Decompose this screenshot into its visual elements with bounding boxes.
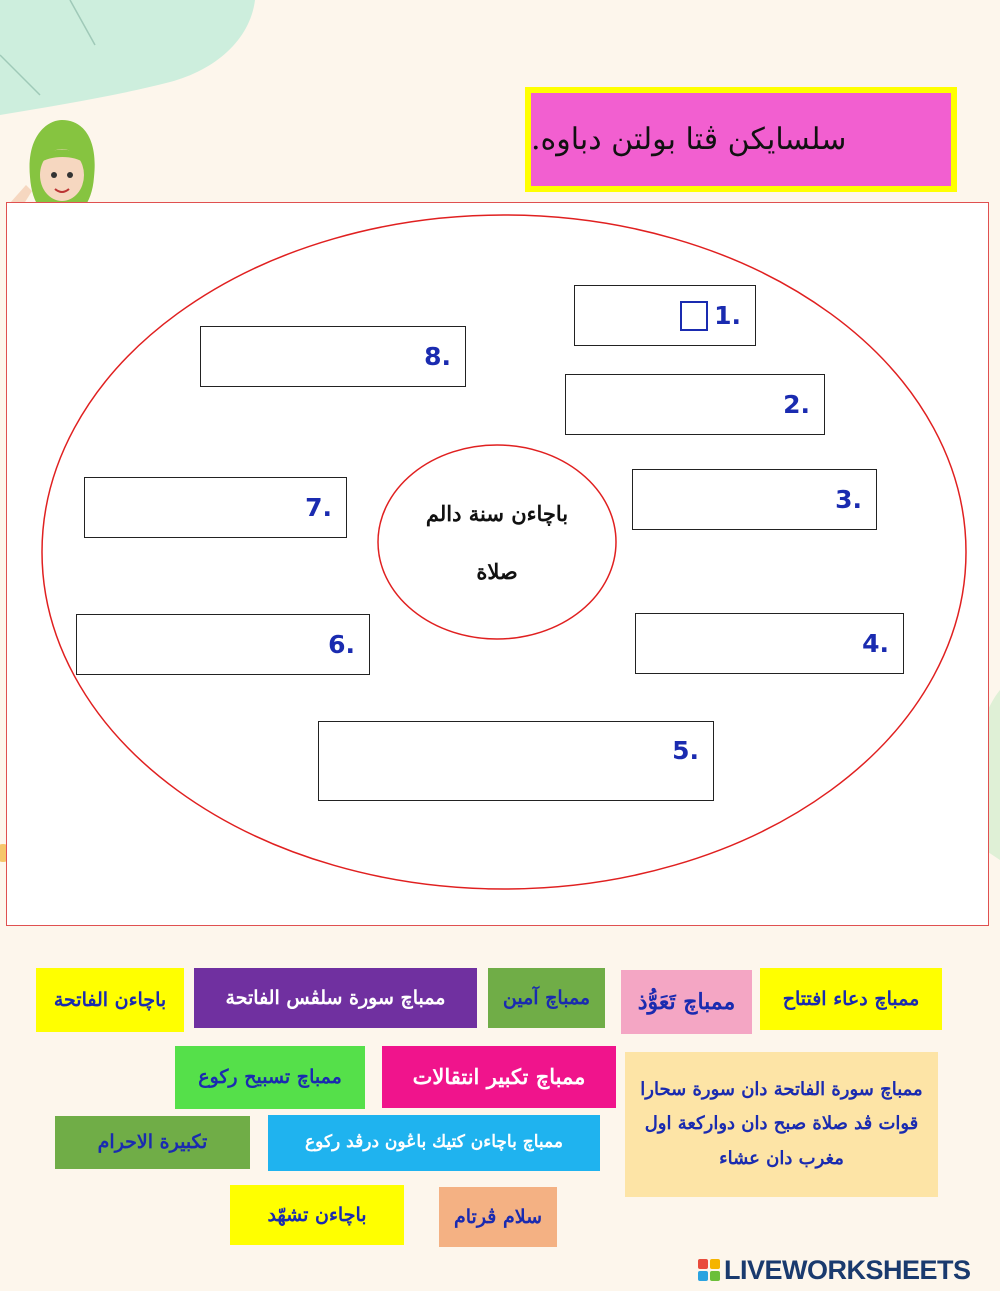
- option-card-7[interactable]: ممباچ تكبير انتقالات: [382, 1046, 616, 1108]
- answer-box-2[interactable]: [565, 374, 825, 435]
- answer-box-6-label: 6.: [328, 630, 355, 659]
- logo-text: LIVEWORKSHEETS: [724, 1254, 971, 1285]
- option-card-5[interactable]: ممباچ دعاء افتتاح: [760, 968, 942, 1030]
- answer-box-8[interactable]: [200, 326, 466, 387]
- liveworksheets-logo[interactable]: [698, 1250, 994, 1290]
- answer-box-2-label: 2.: [783, 390, 810, 419]
- answer-box-1[interactable]: [574, 285, 756, 346]
- option-card-3[interactable]: ممباچ آمين: [488, 968, 605, 1028]
- option-card-10[interactable]: ممباچ باچاءن كتيك باڠون درڤد ركوع: [268, 1115, 600, 1171]
- answer-box-7-label: 7.: [305, 493, 332, 522]
- answer-box-4[interactable]: [635, 613, 904, 674]
- checkbox-icon[interactable]: [680, 301, 708, 331]
- answer-box-4-label: 4.: [862, 629, 889, 658]
- option-card-2[interactable]: ممباچ سورة سلڤس الفاتحة: [194, 968, 477, 1028]
- answer-box-8-label: 8.: [424, 342, 451, 371]
- option-card-12[interactable]: سلام ڤرتام: [439, 1187, 557, 1247]
- center-topic-line2: صلاة: [476, 558, 518, 584]
- answer-box-5[interactable]: [318, 721, 714, 801]
- answer-box-3-label: 3.: [835, 485, 862, 514]
- answer-box-3[interactable]: [632, 469, 877, 530]
- answer-box-6[interactable]: [76, 614, 370, 675]
- instruction-text: سلسايكن ڤتا بولتن دباوه.: [531, 93, 951, 186]
- option-card-11[interactable]: باچاءن تشهّد: [230, 1185, 404, 1245]
- option-card-4[interactable]: ممباچ تَعَوُّذ: [621, 970, 752, 1034]
- center-topic-line1: باچاءن سنة دالم: [425, 500, 569, 526]
- option-card-6[interactable]: ممباچ تسبيح ركوع: [175, 1046, 365, 1109]
- option-card-8[interactable]: ممباچ سورة الفاتحة دان سورة سحارا قوات ڤد صلاة صبح دان دواركعة اول مغرب دان عشاء: [625, 1052, 938, 1197]
- option-card-1[interactable]: باچاءن الفاتحة: [36, 968, 184, 1032]
- center-topic: [378, 445, 616, 640]
- answer-box-1-label: 1.: [714, 301, 741, 330]
- answer-box-5-label: 5.: [672, 736, 699, 765]
- liveworksheets-logo-icon: [698, 1259, 720, 1281]
- answer-box-7[interactable]: [84, 477, 347, 538]
- option-card-9[interactable]: تكبيرة الاحرام: [55, 1116, 250, 1169]
